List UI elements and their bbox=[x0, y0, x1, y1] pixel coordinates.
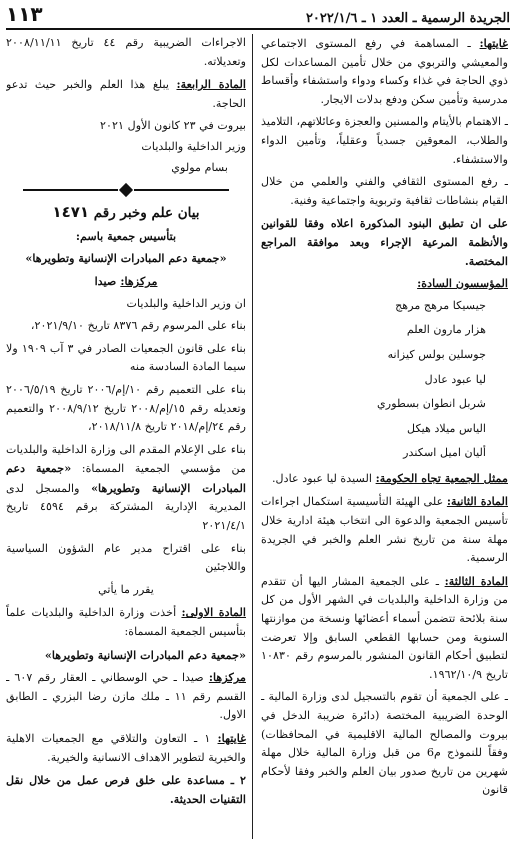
doc-subtitle: بتأسيس جمعية باسم: bbox=[75, 228, 177, 243]
founder-item: جيسيكا مرهج مرهج bbox=[395, 298, 486, 312]
left-column bbox=[6, 34, 246, 845]
association-name: «جمعية دعم المبادرات الإنسانية وتطويرها» bbox=[25, 251, 227, 266]
gov-rep-label: ممثل الجمعية تجاه الحكومة: bbox=[375, 470, 508, 485]
tax-text: الاجراءات الضريبية رقم ٤٤ تاريخ ٢٠٠٨/١١/١١ وتعديلاته. bbox=[6, 36, 246, 68]
intro-line: ان وزير الداخلية والبلديات bbox=[126, 296, 246, 310]
article-4-label: المادة الرابعة: bbox=[176, 77, 246, 92]
legal-basis-5: بناء على اقتراح مدير عام الشؤون السياسية واللاجئين bbox=[6, 541, 246, 574]
separator-line bbox=[23, 189, 118, 191]
goals-item-2: ٢ ـ مساعدة على خلق فرص عمل من خلال نقل التقنيات الحديثة. bbox=[6, 773, 246, 806]
legal-basis-4: بناء على الإعلام المقدم الى وزارة الداخلية والبلديات من مؤسسي الجمعية المسماة: «جمعية دعم المبادرات الإنسانية وتطويرها» والمسجل لدى المديرية الإدارية المشتركة برقم ٤٥٩٤ تاريخ ٢٠٢١/٤/١ bbox=[6, 442, 246, 533]
article-1: المادة الاولى: أخذت وزارة الداخلية والبلديات علماً بتأسيس الجمعية المسماة: bbox=[6, 605, 246, 639]
headquarters-detail: مركزها: صيدا ـ حي الوسطاني ـ العقار رقم ٦٠٧ ـ القسم رقم ١١ ـ ملك مازن رضا البزري ـ الطابق الاول. bbox=[6, 670, 246, 722]
minister-name: بسام مولوي bbox=[171, 160, 228, 174]
column-divider bbox=[252, 34, 253, 839]
founders-label: المؤسسون السادة: bbox=[417, 276, 508, 291]
goal-paragraph-1: غايتها: ـ المساهمة في رفع المستوى الاجتماعي والمعيشي والتربوي من خلال تأمين المساعدات لكل ذوي الحاجة في غذاء وكساء ودواء واستشفاء وأقساط مدرسية وتأمين سكن ودفع بدلات الايجار. bbox=[261, 36, 508, 106]
founder-item: شربل انطوان بسطوري bbox=[377, 397, 486, 411]
separator-line bbox=[134, 189, 229, 191]
article-1-name: «جمعية دعم المبادرات الإنسانية وتطويرها» bbox=[44, 647, 246, 662]
founder-item: أليان اميل اسكندر bbox=[403, 446, 486, 460]
doc-number: ١٤٧١ bbox=[52, 203, 90, 222]
goal-paragraph-2: ـ الاهتمام بالأيتام والمسنين والعجزة وعائلاتهم، التلاميذ والطلاب، المعوقين جسدياً وعقلياً، وتأمين الدواء والاستشفاء. bbox=[261, 115, 508, 166]
article-3-tax: ـ على الجمعية أن تقوم بالتسجيل لدى وزارة المالية ـ الوحدة الضريبية المختصة (دائرة ضريبة الدخل في بيروت والمصالح المالية الاقليمية في المحافظات) وفقاً للنموذج م6 من قبل وزارة المالية خلال مهلة شهرين من تاريخ صدور بيان العلم والخبر وفقا لأحكام قانون bbox=[261, 690, 508, 797]
article-3-label: المادة الثالثة: bbox=[444, 573, 508, 588]
date-line: بيروت في ٢٣ كانون الأول ٢٠٢١ bbox=[99, 119, 246, 133]
conditions-text: على ان تطبق البنود المذكورة اعلاه وفقا للقوانين والأنظمة المرعية الإجراء وبعد موافقة المراجع المختصة. bbox=[261, 216, 508, 268]
article-3: المادة الثالثة: ـ على الجمعية المشار اليها أن تتقدم من وزارة الداخلية والبلديات في الشهر الأول من كل سنة بلائحة تتضمن أسماء أعضائها ونسخة من موازنتها السنوية ومن حسابها القطعي السابق وإلا تعرضت لتطبيق أحكام القانون المنشور بالمرسوم رقم ١٠٨٣٠ تاريخ ١٩٦٢/١٠/٩. bbox=[261, 573, 508, 681]
gov-rep-paragraph: ممثل الجمعية تجاه الحكومة: السيدة ليا عبود عادل. bbox=[271, 470, 508, 485]
founder-item: الياس ميلاد هيكل bbox=[406, 421, 486, 435]
headquarters: مركزها: صيدا bbox=[94, 273, 158, 288]
founder-item: هزار مارون العلم bbox=[406, 323, 486, 337]
goal-paragraph-3: ـ رفع المستوى الثقافي والفني والعلمي من خلال القيام بنشاطات ثقافية وتربوية واجتماعية وفنية. bbox=[261, 175, 508, 207]
minister-title: وزير الداخلية والبلديات bbox=[141, 139, 246, 153]
legal-basis-3: بناء على التعميم رقم ١٠/إم/٢٠٠٦ تاريخ ٢٠٠٦/٥/١٩ وتعديله رقم ١٥/إم/٢٠٠٨ تاريخ ٢٠٠٨/٩/١٢ والتعميم رقم ٢٤/إم/٢٠١٨ تاريخ ٢٠١٨/١١/٨، bbox=[6, 382, 246, 434]
decides-heading: يقرر ما يأتي bbox=[98, 582, 154, 596]
article-2: المادة الثانية: على الهيئة التأسيسية استكمال اجراءات تأسيس الجمعية والدعوة الى انتخاب هيئة ادارية خلال مهلة سنة من تاريخ نشر العلم والخبر في الجريدة الرسمية. bbox=[261, 494, 508, 565]
founder-item: ليا عبود عادل bbox=[424, 372, 486, 386]
article-2-label: المادة الثانية: bbox=[446, 494, 508, 509]
page-header bbox=[6, 4, 510, 30]
goals-detail: غايتها: ١ ـ التعاون والتلاقي مع الجمعيات الاهلية والخيرية لتطوير الاهداف الانسانية والخيرية. bbox=[6, 731, 246, 764]
gazette-title: الجريدة الرسمية ـ العدد ١ ـ ٢٠٢٢/١/٦ bbox=[305, 11, 510, 26]
legal-basis-2: بناء على قانون الجمعيات الصادر في ٣ آب ١٩٠٩ ولا سيما المادة السادسة منه bbox=[6, 341, 246, 374]
article-4: المادة الرابعة: يبلغ هذا العلم والخبر حيث تدعو الحاجة. bbox=[6, 77, 246, 110]
right-column bbox=[261, 34, 508, 845]
legal-basis-1: بناء على المرسوم رقم ٨٣٧٦ تاريخ ٢٠٢١/٩/١٠، bbox=[30, 319, 246, 333]
page-number: ١١٣ bbox=[6, 2, 43, 26]
article-1-label: المادة الاولى: bbox=[181, 605, 246, 620]
founder-item: جوسلين بولس كيزانه bbox=[387, 347, 486, 361]
diamond-ornament-icon bbox=[119, 183, 133, 197]
doc-title: بيان علم وخبر رقم ١٤٧١ bbox=[52, 203, 200, 222]
goals-label: غايتها: bbox=[479, 36, 508, 50]
section-separator bbox=[6, 185, 246, 195]
